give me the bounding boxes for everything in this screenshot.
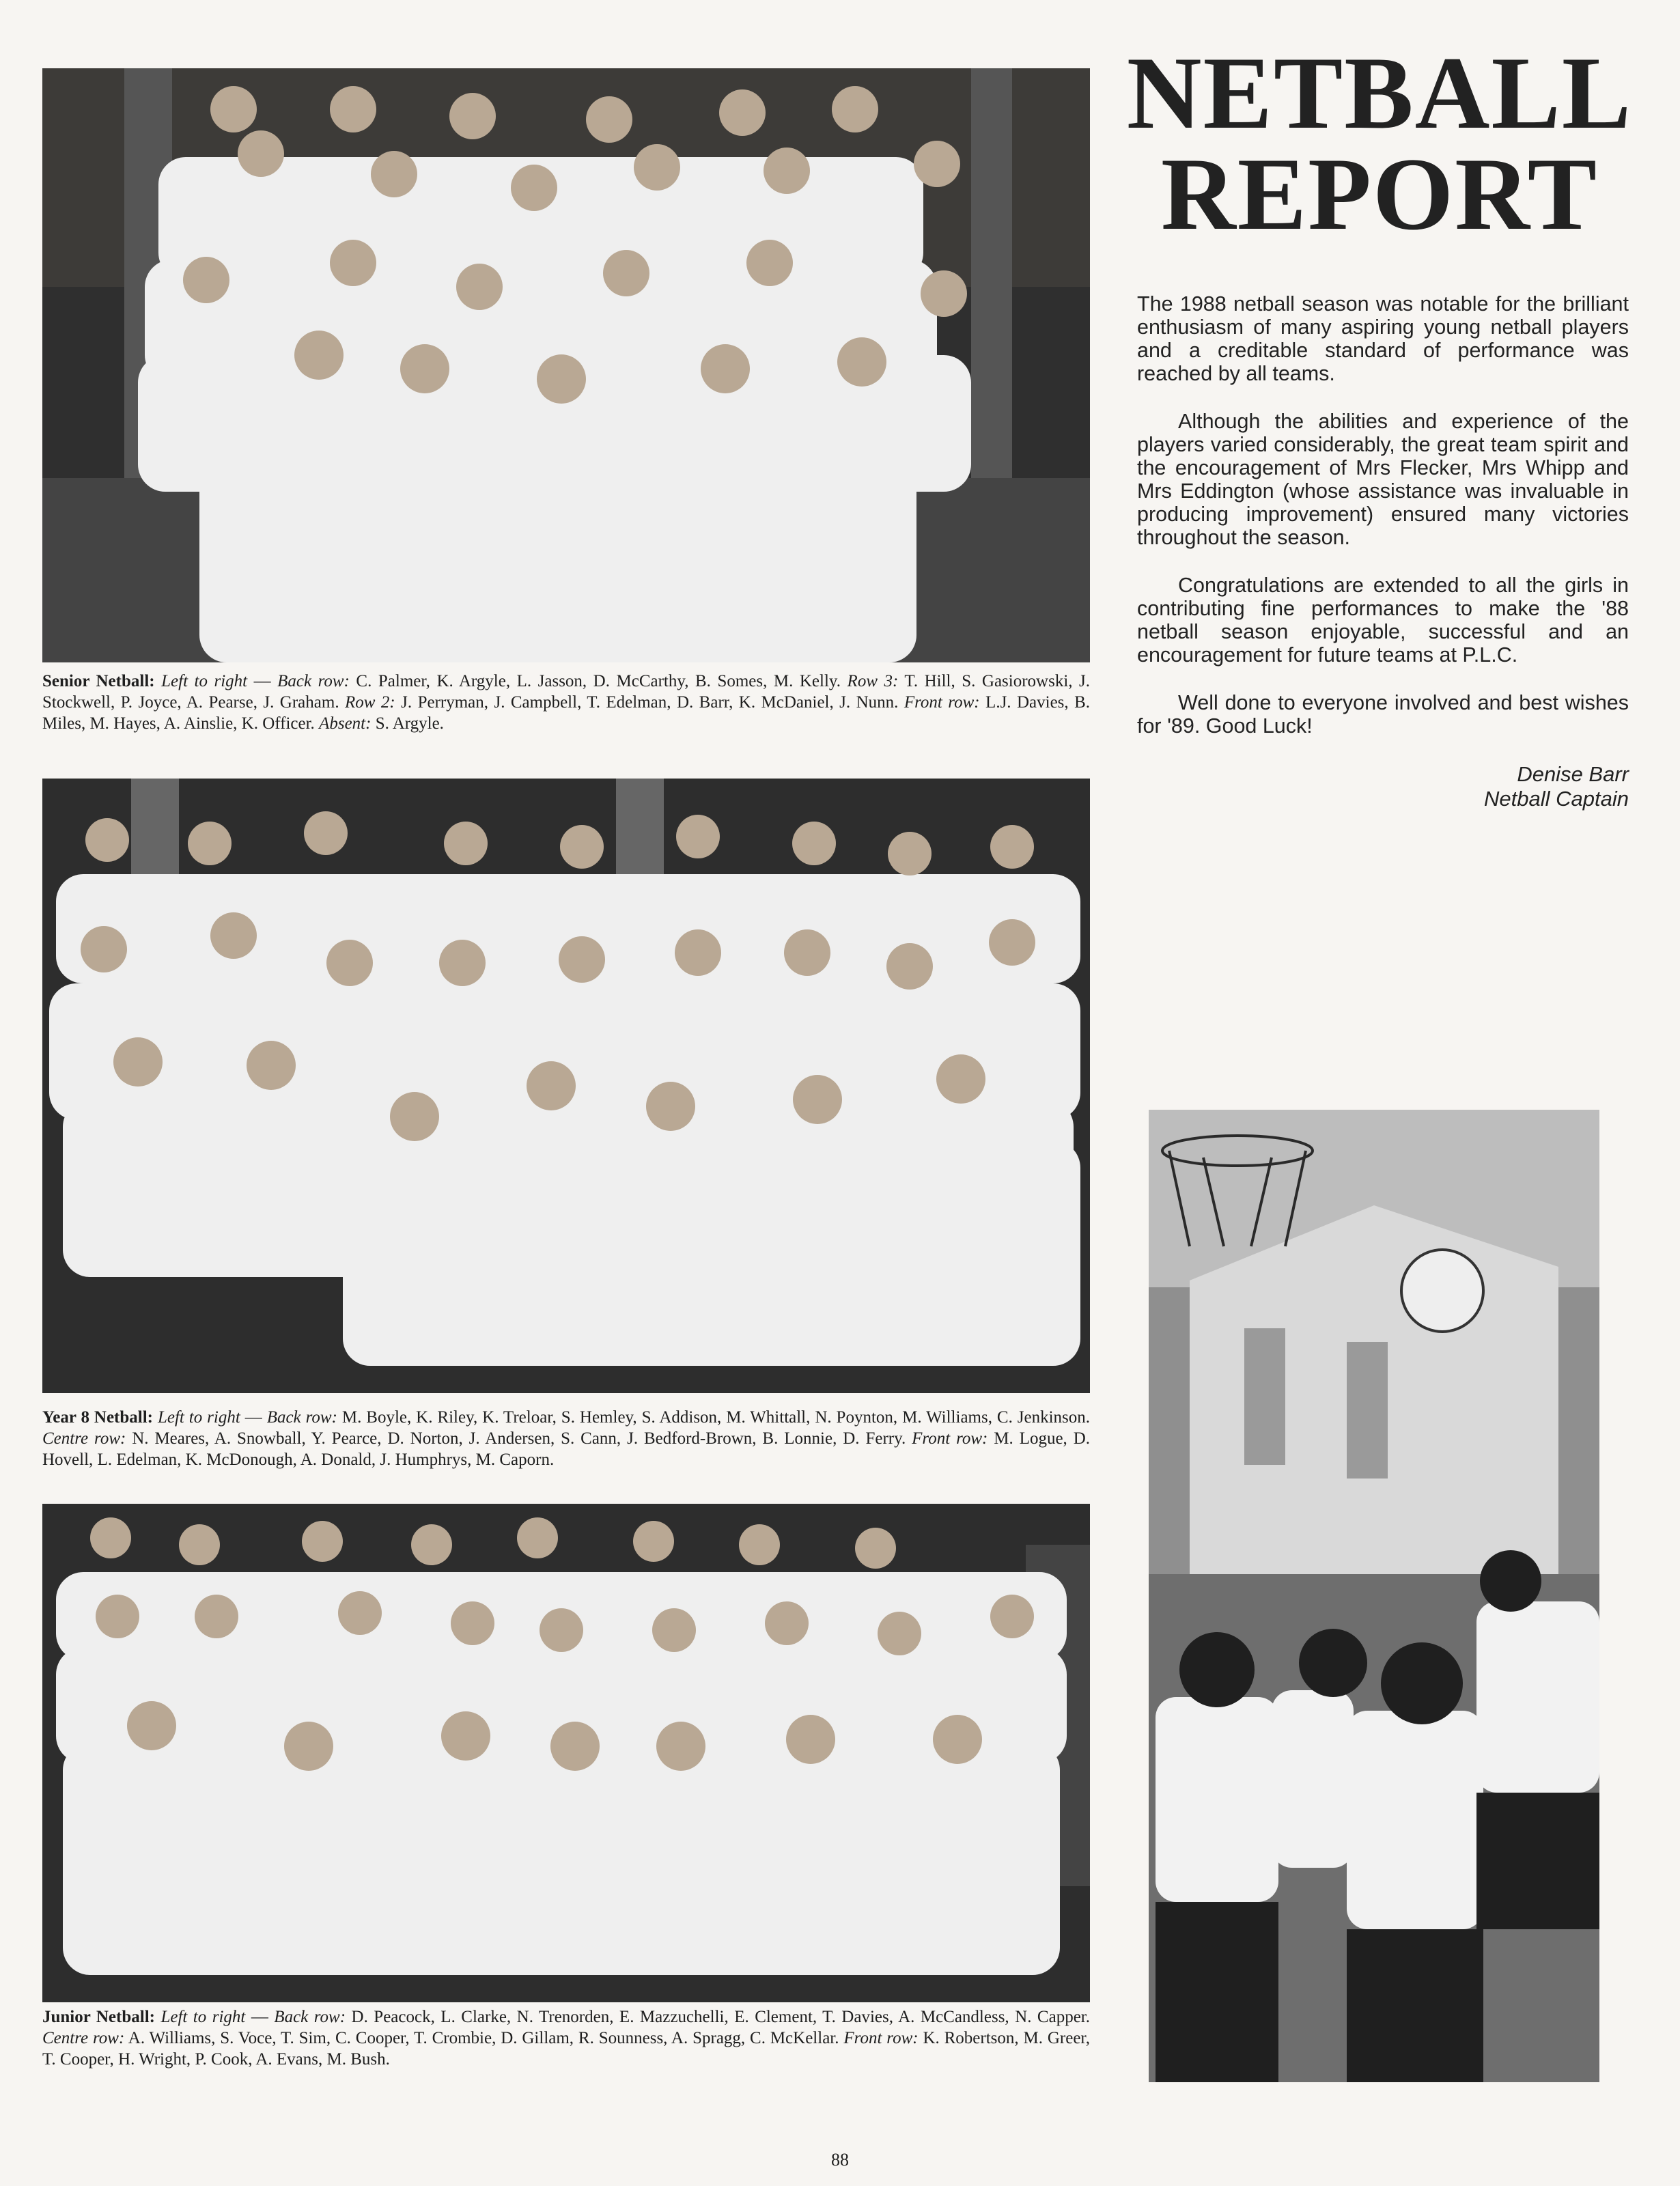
caption-names: C. Palmer, K. Argyle, L. Jasson, D. McCarthy, B. Somes, M. Kelly. [349, 672, 848, 690]
caption-row-label: Left to right [161, 672, 248, 690]
caption-row-label: Back row: [274, 2008, 346, 2026]
caption-names: — [247, 672, 278, 690]
caption-row-label: Back row: [277, 672, 350, 690]
signature-block [1137, 762, 1629, 811]
caption-names: J. Perryman, J. Campbell, T. Edelman, D. Barr, K. McDaniel, J. Nunn. [395, 693, 904, 712]
caption-team-name: Year 8 Netball: [42, 1408, 158, 1427]
caption-names: M. Boyle, K. Riley, K. Treloar, S. Hemley, S. Addison, M. Whittall, N. Poynton, M. Williams, C. Jenkinson. [337, 1408, 1091, 1427]
caption-row-label: Centre row: [42, 1429, 126, 1448]
caption-row-label: Front row: [912, 1429, 988, 1448]
action-photo-art [1149, 1110, 1599, 2082]
caption-row-label: Left to right [157, 1408, 240, 1427]
title-line-2: REPORT [1160, 137, 1599, 251]
caption-names: A. Williams, S. Voce, T. Sim, C. Cooper, T. Crombie, D. Gillam, R. Sounness, A. Spragg, C. McKellar. [124, 2029, 844, 2047]
caption-team-name: Senior Netball: [42, 672, 162, 690]
caption-row-label: Front row: [843, 2029, 919, 2047]
report-paragraph: The 1988 netball season was notable for the brilliant enthusiasm of many aspiring young netball players and a creditable standard of performance was reached by all teams. [1137, 292, 1629, 385]
signature-name: Denise Barr [1517, 762, 1629, 786]
caption-row-label: Absent: [319, 714, 372, 733]
page-number: 88 [831, 2150, 849, 2170]
report-paragraph: Although the abilities and experience of the players varied considerably, the great team spirit and the encouragement of Mrs Flecker, Mrs Whipp and Mrs Eddington (whose assistance was invaluable in producing improvement) ensured many victories throughout the season. [1137, 410, 1629, 549]
caption-row-label: Row 2: [345, 693, 395, 712]
report-paragraph: Well done to everyone involved and best wishes for '89. Good Luck! [1137, 691, 1629, 738]
caption-names: K. Robertson, M. Greer, T. Cooper, H. Wright, P. Cook, A. Evans, M. Bush. [42, 2029, 1091, 2069]
senior-photo-art [42, 68, 1090, 662]
page-title [1120, 36, 1639, 251]
netball-report-text [1137, 292, 1629, 811]
caption-row-label: Front row: [904, 693, 980, 712]
caption-row-label: Row 3: [847, 672, 899, 690]
year8-photo-art [42, 779, 1090, 1393]
senior-netball-caption [42, 671, 1090, 734]
signature-title: Netball Captain [1484, 787, 1629, 811]
caption-names: T. Hill, S. Gasiorowski, J. Stockwell, P. Joyce, A. Pearse, J. Graham. [42, 672, 1091, 712]
caption-names: D. Peacock, L. Clarke, N. Trenorden, E. Mazzuchelli, E. Clement, T. Davies, A. McCandless, N. Capper. [346, 2008, 1090, 2026]
title-line-1: NETBALL [1126, 36, 1633, 150]
junior-team-photo [42, 1504, 1090, 2002]
caption-row-label: Back row: [266, 1408, 337, 1427]
junior-netball-caption [42, 2006, 1090, 2070]
year8-team-photo [42, 779, 1090, 1393]
senior-team-photo [42, 68, 1090, 662]
year8-netball-caption [42, 1407, 1090, 1470]
caption-names: M. Logue, D. Hovell, L. Edelman, K. McDonough, A. Donald, J. Humphrys, M. Caporn. [42, 1429, 1090, 1469]
caption-names: L.J. Davies, B. Miles, M. Hayes, A. Ainslie, K. Officer. [42, 693, 1091, 733]
caption-team-name: Junior Netball: [42, 2008, 161, 2026]
report-paragraph: Congratulations are extended to all the girls in contributing fine performances to make the '88 netball season enjoyable, successful and an encouragement for future teams at P.L.C. [1137, 574, 1629, 667]
caption-row-label: Left to right [160, 2008, 246, 2026]
caption-names: — [240, 1408, 267, 1427]
caption-names: S. Argyle. [371, 714, 444, 733]
caption-row-label: Centre row: [42, 2029, 125, 2047]
junior-photo-art [42, 1504, 1090, 2002]
caption-names: — [245, 2008, 275, 2026]
caption-names: N. Meares, A. Snowball, Y. Pearce, D. Norton, J. Andersen, S. Cann, J. Bedford-Brown, B. Lonnie, D. Ferry. [126, 1429, 912, 1448]
netball-action-photo [1149, 1110, 1599, 2082]
